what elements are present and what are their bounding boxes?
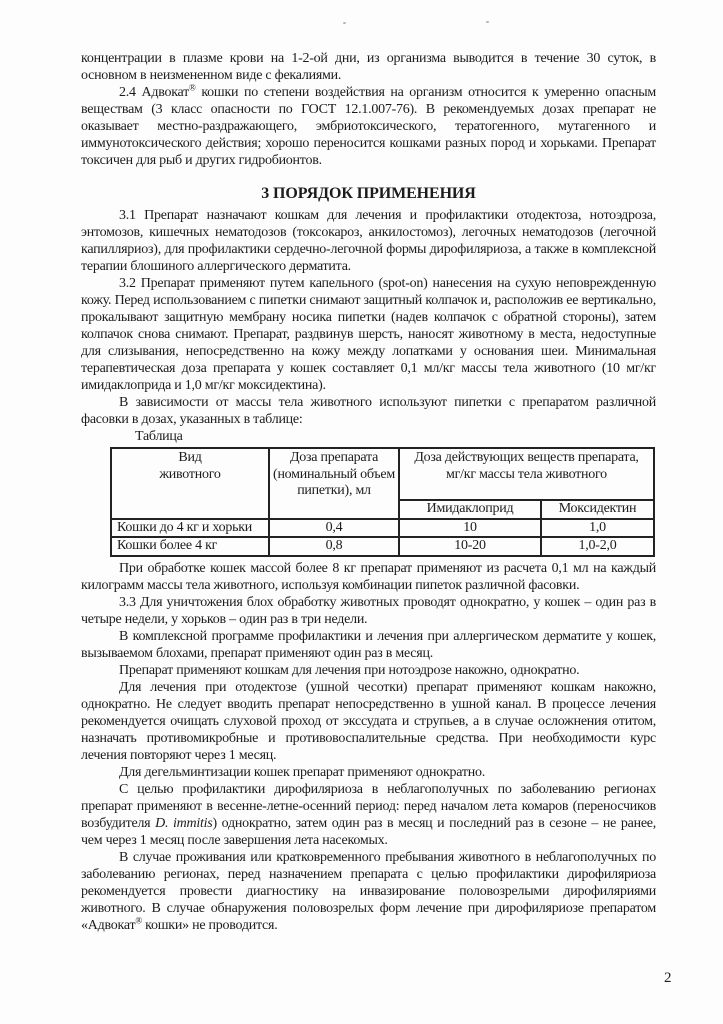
header-moxidectin: Моксидектин (541, 500, 654, 519)
paragraph-pharmacokinetics: концентрации в плазме крови на 1-2-ой дни, из организма выводится в течение 30 суток, в основном в неизмененном виде с фекалиями. (81, 51, 656, 83)
paragraph-flea-dermatitis: В комплексной программе профилактики и лечения при аллергическом дерматите у кошек, вызываемом блохами, препарат применяют один раз в месяц. (81, 628, 656, 661)
paragraph-3-2: 3.2 Препарат применяют путем капельного (spot-on) нанесения на сухую неповрежденную кожу. Перед использованием с пипетки снимают защитный колпачок и, расположив ее вертикально, прокалывают защитную мембрану носика пипетки (надев колпачок с обратной стороны), затем колпачок снова снимают. Препарат, раздвинув шерсть, наносят животному в места, недоступные для слизывания, непосредственно на кожу между лопатками у основания шеи. Минимальная терапевтическая доза препарата у кошек составляет 0,1 мл/кг массы тела животного (10 мг/кг имидаклоприда и 1,0 мг/кг моксидектина). (81, 276, 656, 393)
header-animal-type-label: Вид животного (159, 450, 221, 482)
paragraph-over-8kg: При обработке кошек массой более 8 кг препарат применяют из расчета 0,1 мл на каждый килограмм массы тела животного, используя комбинации пипеток различной фасовки. (81, 560, 656, 593)
dirofilariasis-text-pre: С целью профилактики дирофиляриоза в неблагополучных по заболеванию регионах препарат применяют в весенне-летне-осенний период: перед началом лета комаров (переносчиков возбудителя (81, 781, 656, 831)
cell-moxidectin: 1,0-2,0 (541, 537, 654, 556)
dirofilariasis-text-post: ) однократно, затем один раз в месяц и последний раз в сезоне – не ранее, чем через 1 месяц после завершения лета насекомых. (81, 815, 656, 848)
residence-text-pre: В случае проживания или кратковременного пребывания животного в неблагополучных по заболеванию регионах, перед назначением препарата с целью профилактики дирофиляриоза рекомендуется провести диагностику на инвазирование половозрелыми дирофиляриями животного. В случае обнаружения половозрелых форм лечение при дирофиляриозе препаратом «Адвокат (81, 849, 656, 933)
header-active-substances-label: Доза действующих веществ препарата, мг/кг массы тела животного (414, 450, 639, 482)
header-dose: Доза препарата (номинальный объем пипетки), мл (269, 448, 399, 519)
latin-species-name: D. immitis (155, 815, 213, 831)
paragraph-deworming: Для дегельминтизации кошек препарат применяют однократно. (119, 764, 486, 780)
paragraph-otodectes: Для лечения при отодектозе (ушной чесотки) препарат применяют кошкам накожно, однократно. Не следует вводить препарат непосредственно в ушной канал. В процессе лечения рекомендуется очищать слуховой проход от экссудата и струпьев, а в случае осложнения отитом, назначать противомикробные и противовоспалительные средства. При необходимости курс лечения повторяют через 1 месяц. (81, 679, 656, 763)
page-content (81, 50, 656, 934)
paragraph-pipette-sizes: В зависимости от массы тела животного используют пипетки с препаратом различной фасовки в дозах, указанных в таблице: (81, 395, 656, 427)
paragraph-dirofilariasis-prevention (81, 781, 656, 849)
page-number: 2 (664, 970, 672, 986)
scan-speck (486, 21, 489, 23)
paragraph-3-1: 3.1 Препарат назначают кошкам для лечения и профилактики отодектоза, нотоэдроза, энтомозов, кишечных нематодозов (токсокароз, анкилостомоз), легочных нематодозов (легочной капилляриоз), для профилактики сердечно-легочной формы дирофиляриоза, а также в комплексной терапии блошиного аллергического дерматита. (81, 208, 656, 274)
cell-animal: Кошки до 4 кг и хорьки (111, 519, 269, 538)
paragraph-2-4-text-pre: 2.4 Адвокат (119, 85, 190, 100)
paragraph-residence-warning (81, 849, 656, 934)
paragraph-notoedres: Препарат применяют кошкам для лечения при нотоэдрозе накожно, однократно. (119, 662, 580, 678)
cell-moxidectin: 1,0 (541, 519, 654, 538)
cell-imidacloprid: 10 (399, 519, 541, 538)
cell-dose: 0,4 (269, 519, 399, 538)
table-caption: Таблица (135, 429, 183, 444)
table-header-row (111, 448, 654, 500)
scan-speck (343, 22, 346, 24)
paragraph-2-4-text-post: кошки по степени воздействия на организм относится к умеренно опасным веществам (3 класс опасности по ГОСТ 12.1.007-76). В рекомендуемых дозах препарат не оказывает местно-раздражающего, эмбриотоксического, тератогенного, мутагенного и иммунотоксического действия; хорошо переносится кошками разных пород и хорьками. Препарат токсичен для рыб и других гидробионтов. (81, 85, 656, 168)
cell-dose: 0,8 (269, 537, 399, 556)
residence-text-post: кошки» не проводится. (141, 917, 278, 933)
section-3-heading: 3 ПОРЯДОК ПРИМЕНЕНИЯ (261, 185, 476, 202)
header-active-substances (399, 448, 654, 500)
registered-trademark-icon: ® (189, 82, 196, 93)
header-imidacloprid: Имидаклоприд (399, 500, 541, 519)
cell-imidacloprid: 10-20 (399, 537, 541, 556)
table-row (111, 519, 654, 538)
paragraph-3-3: 3.3 Для уничтожения блох обработку животных проводят однократно, у кошек – один раз в четыре недели, у хорьков – один раз в три недели. (81, 594, 656, 627)
registered-trademark-icon: ® (135, 914, 142, 925)
dosage-table (110, 447, 655, 557)
cell-animal: Кошки более 4 кг (111, 537, 269, 556)
header-animal-type (111, 448, 269, 519)
paragraph-2-4 (81, 84, 656, 169)
table-row (111, 537, 654, 556)
